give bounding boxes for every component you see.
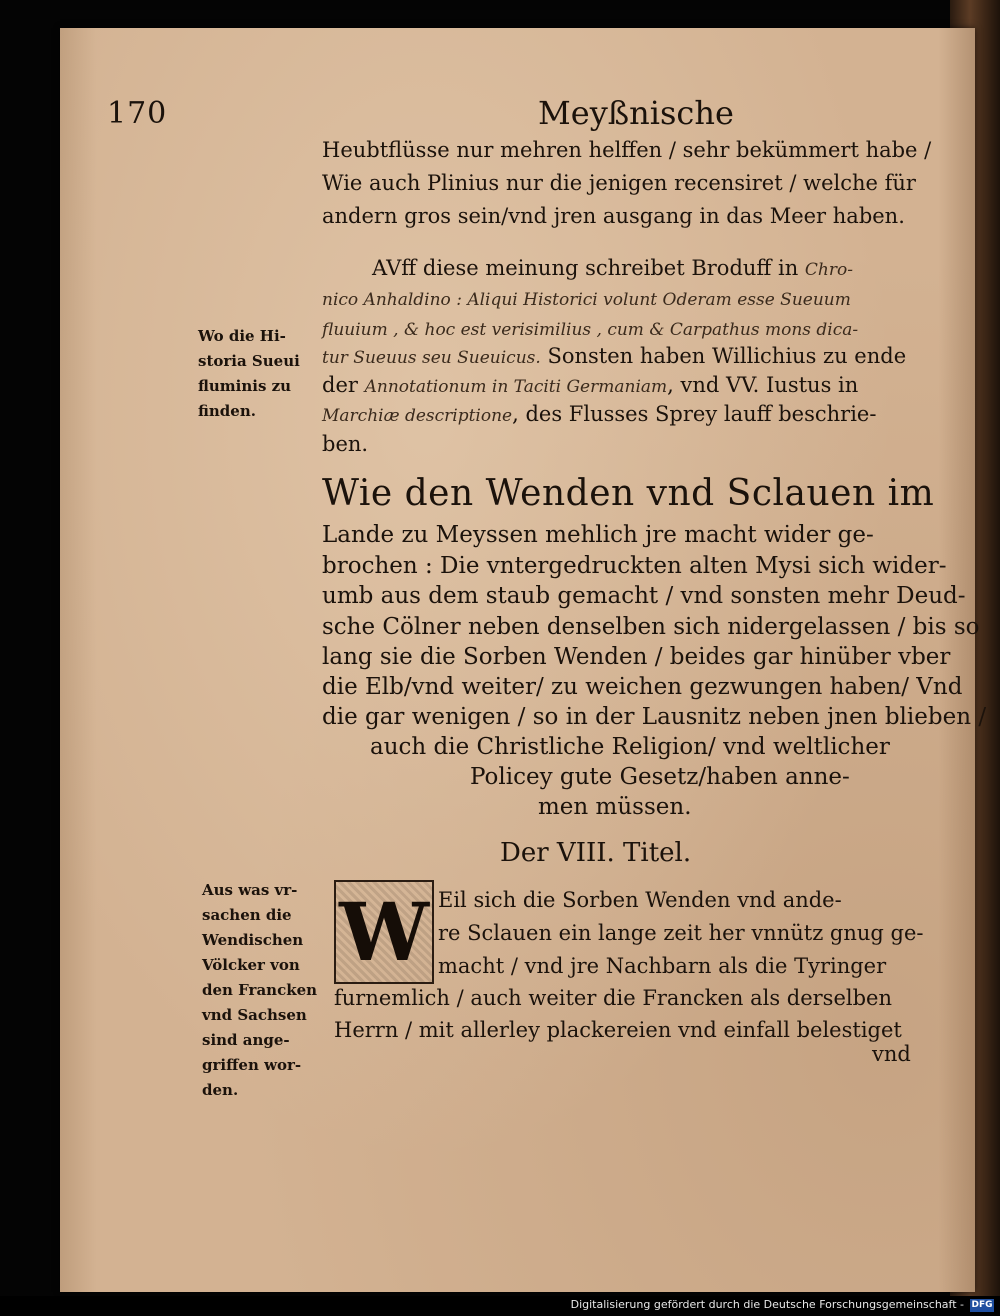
heading-line: auch die Christliche Religion/ vnd weltlicher	[370, 734, 890, 760]
margin-note-line: storia Sueui	[198, 352, 300, 370]
text-run: der	[322, 373, 365, 397]
text-line: Wie auch Plinius nur die jenigen recensiret / welche für	[322, 171, 916, 195]
text-line: Eil sich die Sorben Wenden vnd ande-	[438, 888, 842, 912]
latin-run: nico Anhaldino : Aliqui Historici volunt Oderam esse Sueuum	[322, 290, 851, 310]
margin-note	[198, 324, 300, 424]
dfg-logo-icon: DFG	[971, 1300, 993, 1310]
margin-note-line: Wendischen	[202, 931, 304, 949]
margin-note-line: den Francken	[202, 981, 318, 999]
heading-line: die Elb/vnd weiter/ zu weichen gezwungen haben/ Vnd	[322, 674, 963, 700]
text-run: , des Flusses Sprey lauff beschrie-	[512, 402, 877, 426]
margin-note-line: fluminis zu	[198, 377, 292, 395]
heading-line: men müssen.	[538, 794, 692, 820]
latin-run: Annotationum in Taciti Germaniam	[364, 377, 668, 397]
latin-run: Chro-	[804, 260, 853, 280]
text-line	[322, 344, 906, 368]
heading-line: Policey gute Gesetz/haben anne-	[470, 764, 850, 790]
section-heading: Wie den Wenden vnd Sclauen im	[322, 473, 935, 514]
decorated-initial: W	[334, 880, 434, 984]
margin-note	[202, 878, 317, 1103]
heading-line: die gar wenigen / so in der Lausnitz neben jnen blieben /	[322, 704, 987, 730]
text-line: ben.	[322, 432, 369, 456]
heading-line: Lande zu Meyssen mehlich jre macht wider ge-	[322, 522, 874, 548]
heading-line: lang sie die Sorben Wenden / beides gar hinüber vber	[322, 644, 951, 670]
catchword: vnd	[872, 1042, 911, 1066]
margin-note-line: den.	[202, 1081, 239, 1099]
text-line	[322, 373, 858, 397]
text-line: re Sclauen ein lange zeit her vnnütz gnug ge-	[438, 921, 924, 945]
running-head: Meyßnische	[538, 94, 734, 132]
text-line	[322, 402, 876, 426]
latin-run: tur Sueuus seu Sueuicus.	[322, 348, 541, 368]
page-number: 170	[107, 96, 168, 131]
heading-line: sche Cölner neben denselben sich nidergelassen / bis so	[322, 614, 980, 640]
text-run: , vnd VV. Iustus in	[667, 373, 859, 397]
text-run: Sonsten haben Willichius zu ende	[540, 344, 907, 368]
latin-run: Marchiæ descriptione	[322, 406, 513, 426]
margin-note-line: Wo die Hi-	[198, 327, 286, 345]
heading-line: brochen : Die vntergedruckten alten Mysi sich wider-	[322, 553, 947, 579]
text-line: andern gros sein/vnd jren ausgang in das Meer haben.	[322, 204, 905, 228]
margin-note-line: sind ange-	[202, 1031, 290, 1049]
latin-run: fluuium , & hoc est verisimilius , cum & Carpathus mons dica-	[322, 320, 859, 340]
funding-credit: Digitalisierung gefördert durch die Deutsche Forschungsgemeinschaft -	[570, 1298, 964, 1311]
margin-note-line: Völcker von	[202, 956, 300, 974]
text-line: macht / vnd jre Nachbarn als die Tyringer	[438, 954, 887, 978]
text-line	[322, 316, 858, 340]
book-page	[60, 28, 987, 1292]
text-run: AVff diese meinung schreibet Broduff in	[372, 256, 805, 280]
margin-note-line: vnd Sachsen	[202, 1006, 307, 1024]
text-line: furnemlich / auch weiter die Francken als derselben	[334, 986, 892, 1010]
text-line	[322, 286, 851, 310]
footer-bar	[0, 1296, 1000, 1316]
margin-note-line: Aus was vr-	[202, 881, 298, 899]
text-line	[372, 256, 853, 280]
heading-line: umb aus dem staub gemacht / vnd sonsten mehr Deud-	[322, 583, 966, 609]
text-line: Herrn / mit allerley plackereien vnd einfall belestiget	[334, 1018, 902, 1042]
margin-note-line: sachen die	[202, 906, 292, 924]
chapter-title: Der VIII. Titel.	[500, 838, 692, 868]
text-line: Heubtflüsse nur mehren helffen / sehr bekümmert habe /	[322, 138, 932, 162]
margin-note-line: finden.	[198, 402, 256, 420]
margin-note-line: griffen wor-	[202, 1056, 302, 1074]
